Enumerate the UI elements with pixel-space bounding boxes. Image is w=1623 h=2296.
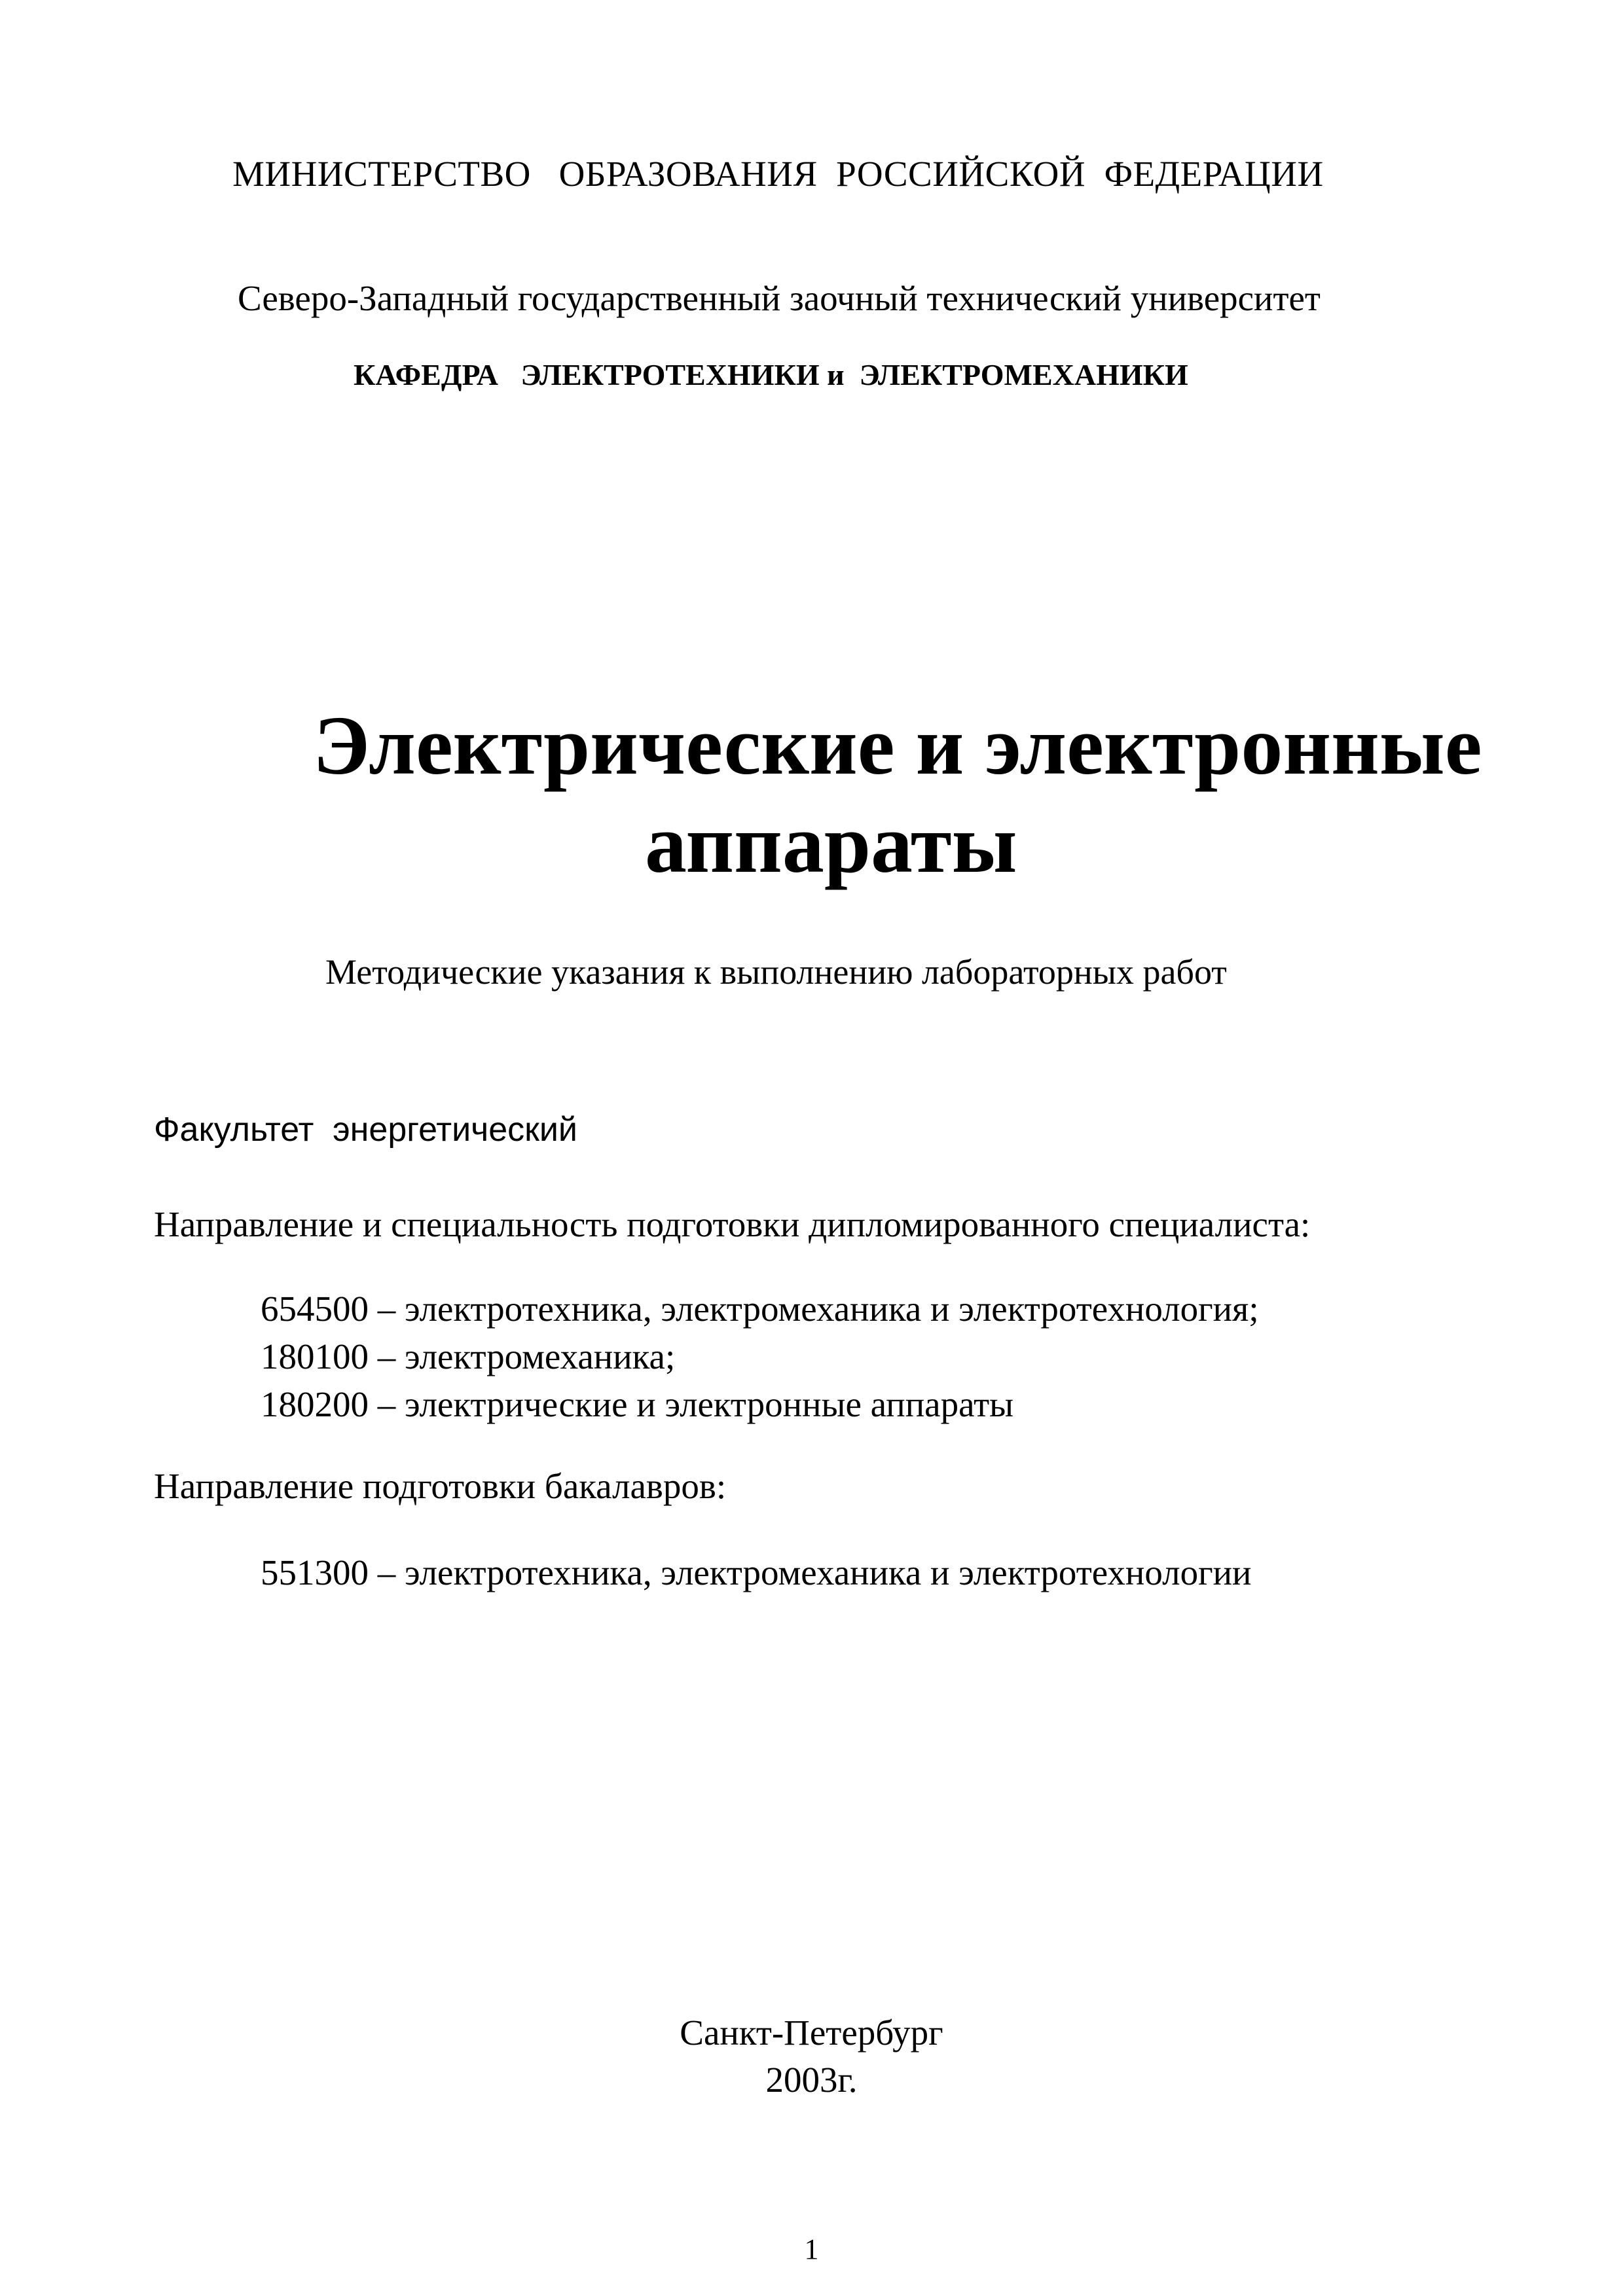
specialty-item: 180200 – электрические и электронные аппараты	[261, 1384, 1014, 1424]
department-name: КАФЕДРА ЭЛЕКТРОТЕХНИКИ и ЭЛЕКТРОМЕХАНИКИ	[354, 358, 1188, 391]
page-number: 1	[804, 2233, 819, 2265]
specialist-direction-label: Направление и специальность подготовки дипломированного специалиста:	[154, 1204, 1311, 1244]
document-title-line-1: Электрические и электронные	[313, 699, 1482, 792]
year: 2003г.	[765, 2060, 858, 2100]
ministry-heading: МИНИСТЕРСТВО ОБРАЗОВАНИЯ РОССИЙСКОЙ ФЕДЕРАЦИИ	[232, 154, 1324, 194]
document-subtitle: Методические указания к выполнению лабораторных работ	[325, 952, 1227, 992]
city: Санкт-Петербург	[680, 2013, 943, 2053]
faculty-line: Факультет энергетический	[154, 1111, 577, 1149]
document-title-line-2: аппараты	[645, 797, 1017, 890]
specialty-item: 180100 – электромеханика;	[261, 1336, 676, 1376]
bachelor-direction-label: Направление подготовки бакалавров:	[154, 1466, 727, 1506]
specialty-item: 654500 – электротехника, электромеханика и электротехнология;	[261, 1289, 1259, 1329]
bachelor-specialty-item: 551300 – электротехника, электромеханика и электротехнологии	[261, 1552, 1252, 1592]
university-name: Северо-Западный государственный заочный технический университет	[238, 278, 1321, 318]
